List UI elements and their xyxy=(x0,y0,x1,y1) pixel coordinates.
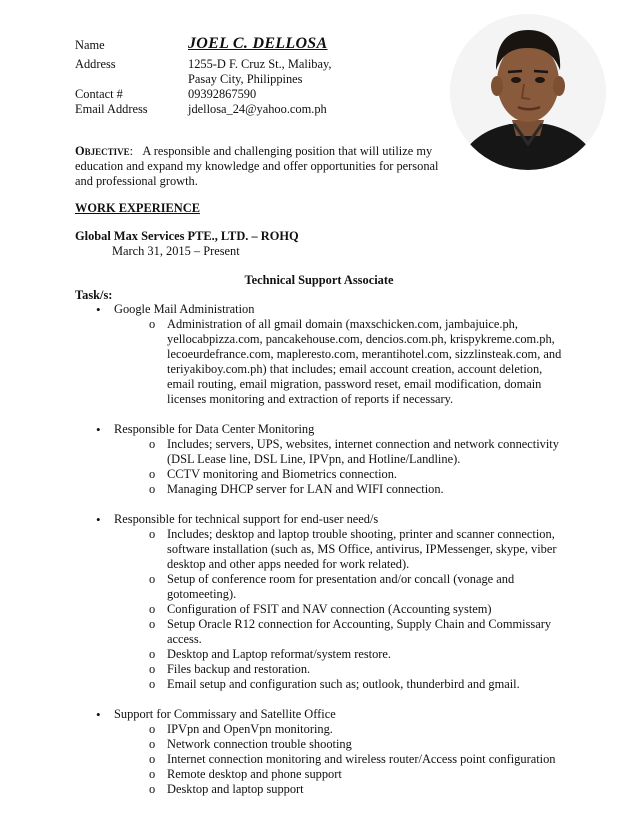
task-text: • Support for Commissary and Satellite Office xyxy=(114,707,336,721)
task-item xyxy=(96,302,566,407)
subtask-item: o Email setup and configuration such as; outlook, thunderbird and gmail. xyxy=(149,677,566,692)
task-item xyxy=(96,422,566,497)
objective-text: A responsible and challenging position that will utilize my education and expand my knowledge and offer opportunities for personal and professional growth. xyxy=(75,144,439,188)
task-text: • Google Mail Administration xyxy=(114,302,255,316)
objective-label: Objective xyxy=(75,144,130,158)
tasks-label: Task/s: xyxy=(75,288,113,302)
email-value: jdellosa_24@yahoo.com.ph xyxy=(188,102,327,116)
subtask-item: o Setup of conference room for presentation and/or concall (vonage and gotomeeting). xyxy=(149,572,566,602)
objective-colon: : xyxy=(129,144,134,158)
contact-value: 09392867590 xyxy=(188,87,257,101)
task-text: • Responsible for Data Center Monitoring xyxy=(114,422,315,436)
subtask-item: o Includes; desktop and laptop trouble shooting, printer and scanner connection, software installation (such as, MS Office, antivirus, IPMessenger, skype, viber desktop and other apps needed for work related). xyxy=(149,527,566,572)
job-title: Technical Support Associate xyxy=(244,273,394,287)
email-label: Email Address xyxy=(75,102,148,116)
subtask-item: o IPVpn and OpenVpn monitoring. xyxy=(149,722,566,737)
contact-label: Contact # xyxy=(75,87,123,101)
address-label: Address xyxy=(75,57,116,71)
subtask-item: o Includes; servers, UPS, websites, internet connection and network connectivity (DSL Lease line, DSL Line, IPVpn, and Hotline/Landline). xyxy=(149,437,566,467)
subtask-item: o CCTV monitoring and Biometrics connection. xyxy=(149,467,566,482)
task-item xyxy=(96,707,566,797)
name-value: JOEL C. DELLOSA xyxy=(188,35,328,52)
address-line-1: 1255-D F. Cruz St., Malibay, xyxy=(188,57,332,71)
task-item xyxy=(96,512,566,692)
subtask-item: o Configuration of FSIT and NAV connection (Accounting system) xyxy=(149,602,566,617)
work-experience-heading: WORK EXPERIENCE xyxy=(75,201,200,215)
employment-date: March 31, 2015 – Present xyxy=(112,244,240,258)
address-line-2: Pasay City, Philippines xyxy=(188,72,303,86)
task-list xyxy=(96,302,566,812)
subtask-item: o Administration of all gmail domain (maxschicken.com, jambajuice.ph, yellocabpizza.com, pancakehouse.com, dencios.com.ph, krispykreme.com.ph, lecoeurdefrance.com, mapleresto.com, merantihotel.com, sizzlinsteak.com, and teriyakiboy.com.ph) that includes; email account creation, account deletion, email routing, email migration, password reset, email modification, domain licenses monitoring and extraction of reports if necessary. xyxy=(149,317,566,407)
name-label: Name xyxy=(75,38,105,52)
subtask-item: o Remote desktop and phone support xyxy=(149,767,566,782)
subtask-item: o Setup Oracle R12 connection for Accounting, Supply Chain and Commissary access. xyxy=(149,617,566,647)
profile-photo xyxy=(450,14,606,170)
subtask-item: o Desktop and Laptop reformat/system restore. xyxy=(149,647,566,662)
subtask-item: o Internet connection monitoring and wireless router/Access point configuration xyxy=(149,752,566,767)
objective-paragraph xyxy=(75,144,450,189)
subtask-item: o Network connection trouble shooting xyxy=(149,737,566,752)
company-name: Global Max Services PTE., LTD. – ROHQ xyxy=(75,229,299,243)
subtask-item: o Desktop and laptop support xyxy=(149,782,566,797)
task-text: • Responsible for technical support for end-user need/s xyxy=(114,512,379,526)
subtask-item: o Files backup and restoration. xyxy=(149,662,566,677)
person-portrait-icon xyxy=(450,14,606,170)
subtask-item: o Managing DHCP server for LAN and WIFI connection. xyxy=(149,482,566,497)
